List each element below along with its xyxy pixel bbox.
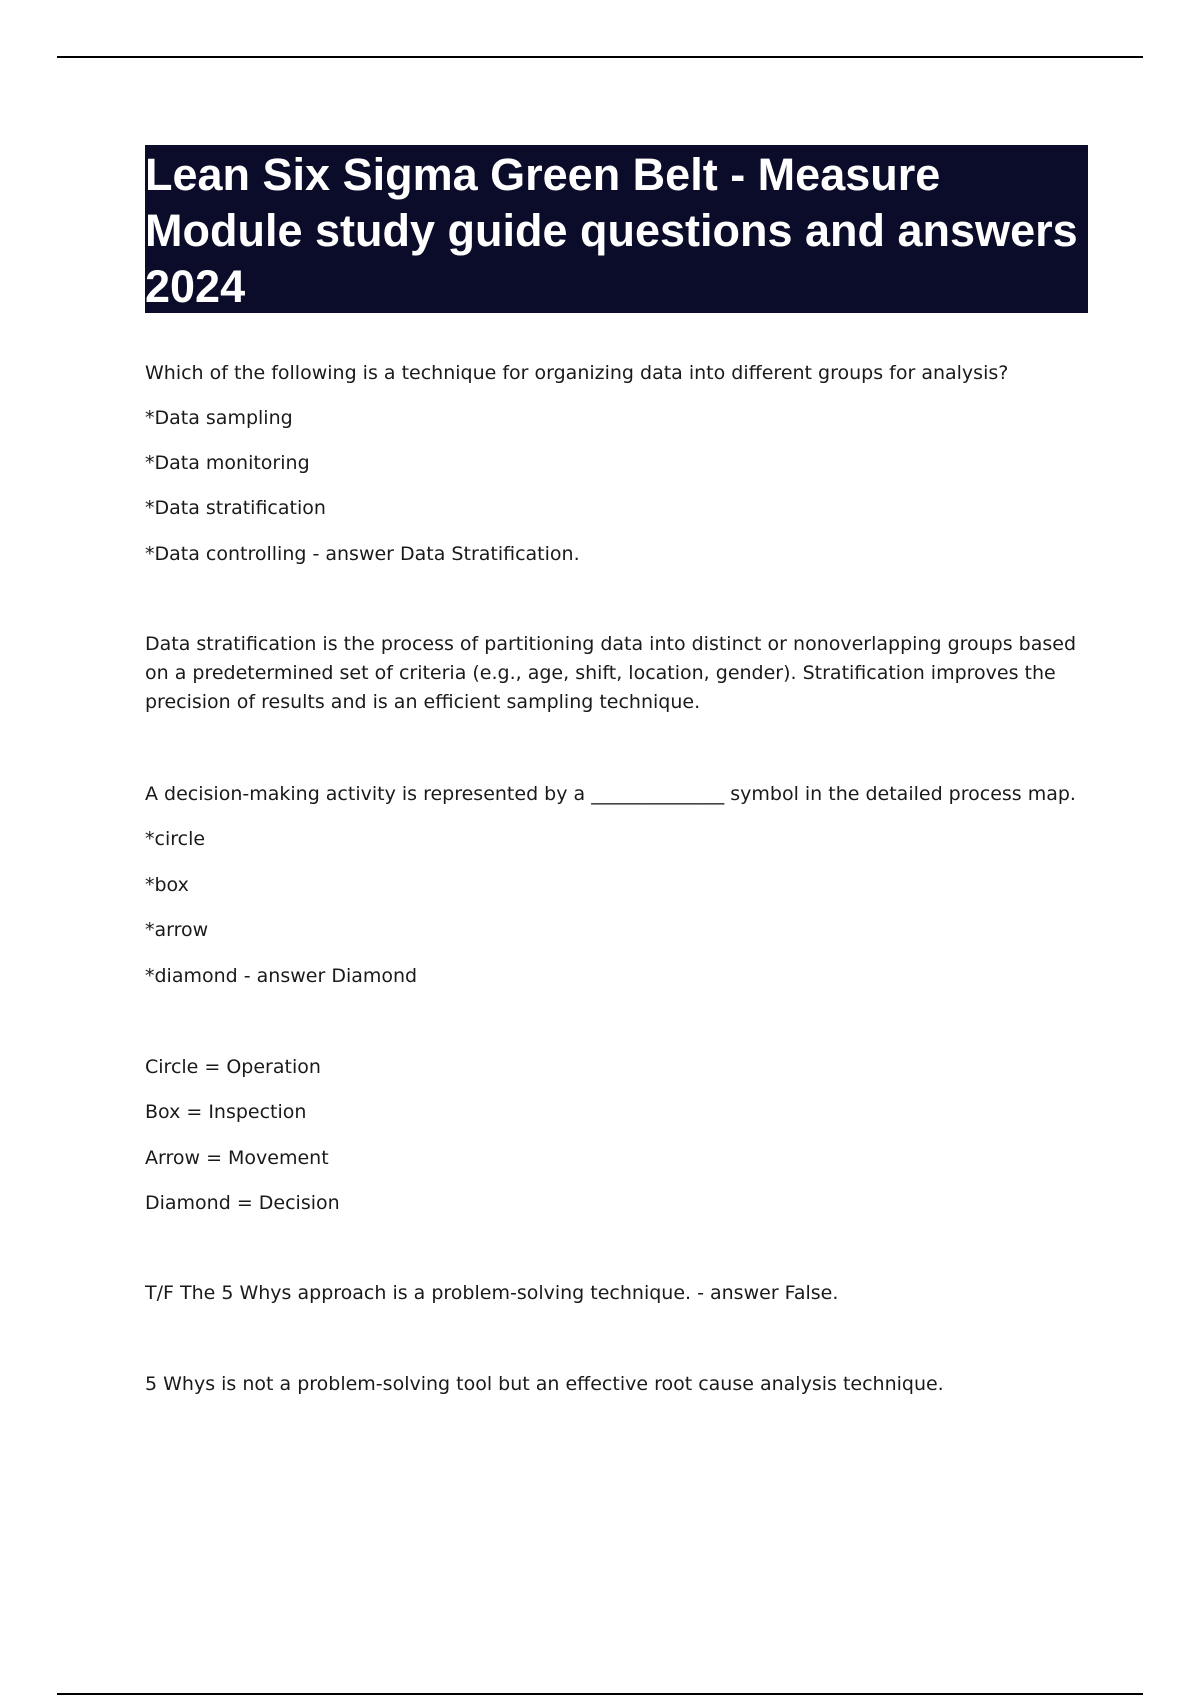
- question-1-option: *Data sampling: [145, 407, 293, 429]
- question-1-explanation: Data stratification is the process of partitioning data into distinct or nonoverlapping groups based on a predetermined set of criteria (e.g., age, shift, location, gender). Stratification improves the precision of results and is an efficient sampling technique.: [145, 633, 1077, 713]
- question-2-option-answer: *diamond - answer Diamond: [145, 965, 418, 987]
- question-2-option: *box: [145, 874, 189, 896]
- symbol-definition: Arrow = Movement: [145, 1147, 329, 1169]
- question-3-explanation: 5 Whys is not a problem-solving tool but an effective root cause analysis technique.: [145, 1373, 944, 1395]
- bottom-rule: [57, 1693, 1143, 1695]
- top-rule: [57, 56, 1143, 58]
- question-1-option: *Data monitoring: [145, 452, 310, 474]
- symbol-definition: Circle = Operation: [145, 1056, 321, 1078]
- symbol-definition: Diamond = Decision: [145, 1192, 340, 1214]
- question-1-option: *Data stratification: [145, 497, 326, 519]
- question-2-option: *arrow: [145, 919, 209, 941]
- question-2: A decision-making activity is represented by a ______________ symbol in the detailed process map.: [145, 783, 1076, 805]
- document-title: Lean Six Sigma Green Belt - Measure Module study guide questions and answers 2024: [145, 145, 1088, 313]
- question-2-option: *circle: [145, 828, 206, 850]
- question-1: Which of the following is a technique for organizing data into different groups for analysis?: [145, 362, 1009, 384]
- symbol-definition: Box = Inspection: [145, 1101, 307, 1123]
- question-3: T/F The 5 Whys approach is a problem-solving technique. - answer False.: [145, 1282, 839, 1304]
- question-1-option-answer: *Data controlling - answer Data Stratification.: [145, 543, 580, 565]
